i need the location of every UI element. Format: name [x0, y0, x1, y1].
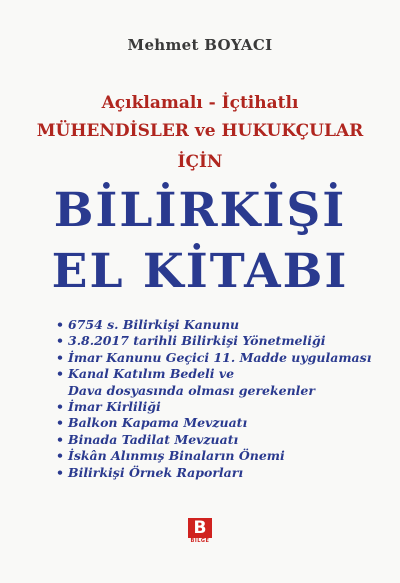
list-item: • Balkon Kapama Mevzuatı — [56, 415, 248, 431]
list-item: • Bilirkişi Örnek Raporları — [56, 464, 244, 480]
list-item: • 3.8.2017 tarihli Bilirkişi Yönetmeliği — [56, 333, 326, 349]
author-name: Mehmet BOYACI — [127, 36, 273, 54]
publisher-name: BİLGE — [190, 538, 210, 544]
bullet-icon: • — [56, 464, 64, 480]
list-item: • Kanal Katılım Bedeli ve — [56, 366, 235, 382]
list-item: • İmar Kirliliği — [56, 399, 161, 415]
publisher-logo-letter: B — [193, 518, 207, 538]
list-item: • İskân Alınmış Binaların Önemi — [56, 448, 285, 464]
subtitle-line-2: MÜHENDİSLER ve HUKUKÇULAR — [36, 121, 364, 141]
contents-list — [56, 317, 372, 481]
bullet-icon: • — [56, 333, 64, 349]
bullet-icon: • — [56, 399, 64, 415]
list-item: • İmar Kanunu Geçici 11. Madde uygulaması — [56, 349, 372, 365]
bullet-icon: • — [56, 415, 64, 431]
bullet-icon: • — [56, 431, 64, 447]
publisher-logo — [188, 518, 212, 544]
list-item: • 6754 s. Bilirkişi Kanunu — [56, 317, 240, 332]
bullet-icon: • — [56, 349, 64, 365]
bullet-icon: • — [56, 366, 64, 382]
subtitle-line-1: Açıklamalı - İçtihatlı — [101, 93, 299, 113]
list-item: • Binada Tadilat Mevzuatı — [56, 431, 239, 447]
subtitle-line-3: İÇİN — [177, 152, 223, 172]
bullet-icon: • — [56, 448, 64, 464]
list-item-continuation: Dava dosyasında olması gerekenler — [68, 382, 315, 398]
book-title-line-2: EL KİTABI — [51, 244, 349, 299]
bullet-icon: • — [56, 317, 64, 332]
book-title-line-1: BİLİRKİŞİ — [53, 183, 347, 238]
